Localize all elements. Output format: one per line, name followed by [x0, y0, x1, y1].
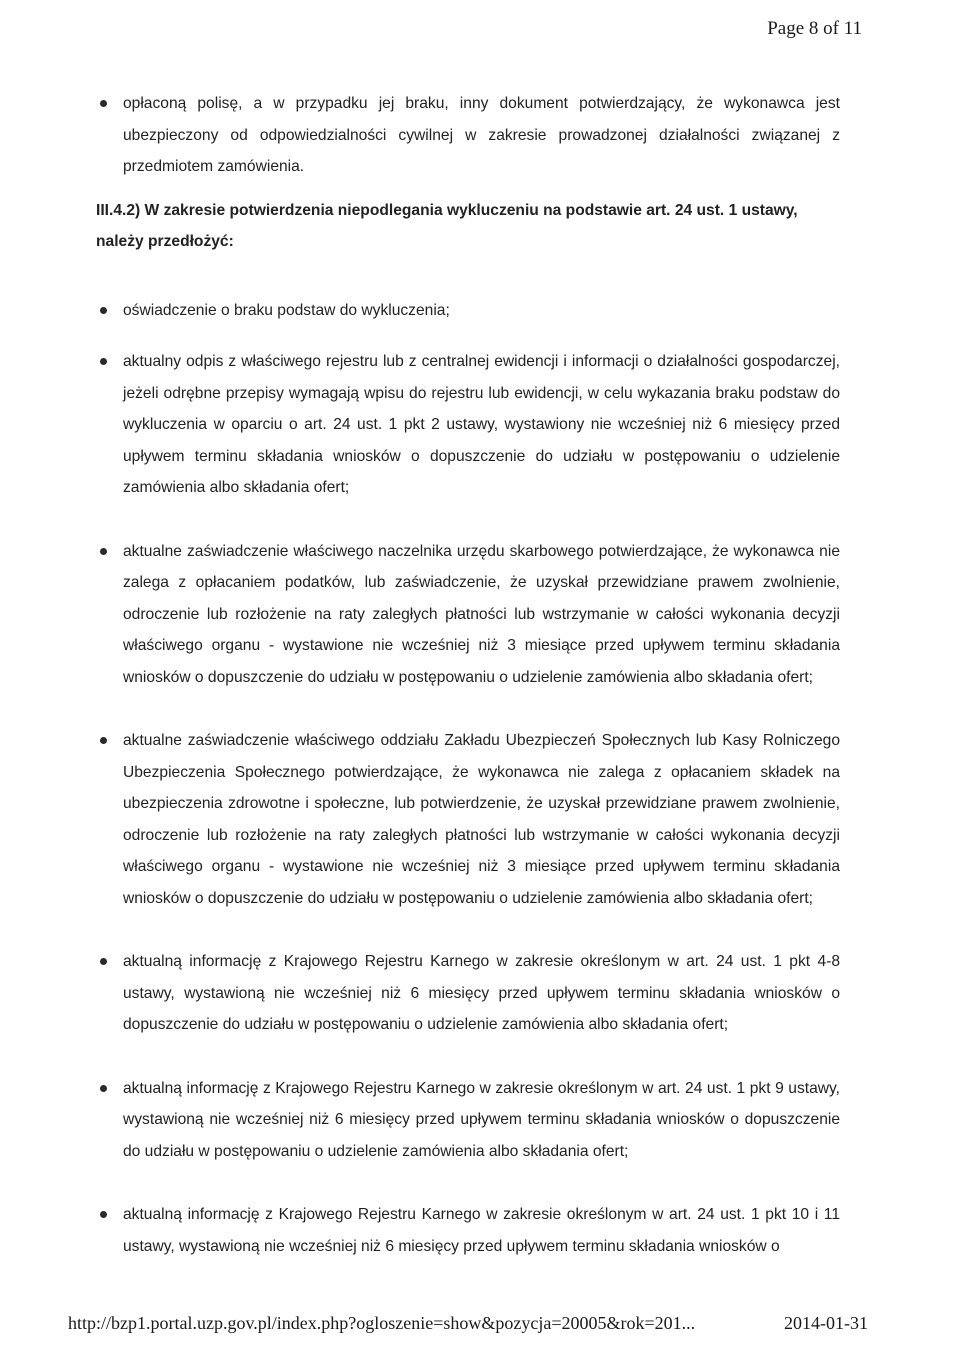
list-item-text: aktualną informację z Krajowego Rejestru Karnego w zakresie określonym w art. 24 ust. 1 pkt 4-8 ustawy, wystawioną nie wcześniej niż 6 miesięcy przed upływem terminu składania wniosków o dopuszczenie do udziału w postępowaniu o udzielenie zamówienia albo składania ofert;: [123, 953, 840, 1033]
section-heading: III.4.2) W zakresie potwierdzenia niepodlegania wykluczeniu na podstawie art. 24 ust. 1 ustawy, należy przedłożyć:: [96, 201, 798, 250]
bullet-icon: [100, 100, 107, 107]
list-item: [96, 725, 840, 914]
bullet-icon: [100, 737, 107, 744]
list-item-text: aktualne zaświadczenie właściwego oddziału Zakładu Ubezpieczeń Społecznych lub Kasy Rolniczego Ubezpieczenia Społecznego potwierdzające, że wykonawca nie zalega z opłacaniem składek na ubezpieczenia zdrowotne i społeczne, lub potwierdzenie, że uzyskał przewidziane prawem zwolnienie, odroczenie lub rozłożenie na raty zaległych płatności lub wstrzymanie w całości wykonania decyzji właściwego organu - wystawione nie wcześniej niż 3 miesiące przed upływem terminu składania wniosków o dopuszczenie do udziału w postępowaniu o udzielenie zamówienia albo składania ofert;: [123, 732, 840, 907]
list-item-text: oświadczenie o braku podstaw do wykluczenia;: [123, 301, 450, 319]
list-item-text: opłaconą polisę, a w przypadku jej braku, inny dokument potwierdzający, że wykonawca jest ubezpieczony od odpowiedzialności cywilnej w zakresie prowadzonej działalności związanej z przedmiotem zamówienia.: [123, 95, 840, 175]
bullet-icon: [100, 1085, 107, 1092]
requirements-list: [96, 295, 840, 1263]
list-item: [96, 1199, 840, 1262]
list-item: [96, 346, 840, 504]
list-item: [96, 88, 840, 183]
list-item: [96, 295, 840, 327]
list-item: [96, 1073, 840, 1168]
bullet-icon: [100, 358, 107, 365]
footer-url: http://bzp1.portal.uzp.gov.pl/index.php?ogloszenie=show&pozycja=20005&rok=201...: [68, 1313, 696, 1333]
list-item: [96, 946, 840, 1041]
bullet-icon: [100, 307, 107, 314]
list-item: [96, 536, 840, 694]
page-footer: [68, 1313, 868, 1334]
list-item-text: aktualny odpis z właściwego rejestru lub z centralnej ewidencji i informacji o działalności gospodarczej, jeżeli odrębne przepisy wymagają wpisu do rejestru lub ewidencji, w celu wykazania braku podstaw do wykluczenia w oparciu o art. 24 ust. 1 pkt 2 ustawy, wystawiony nie wcześniej niż 6 miesięcy przed upływem terminu składania wniosków o dopuszczenie do udziału w postępowaniu o udzielenie zamówienia albo składania ofert;: [123, 353, 840, 496]
bullet-icon: [100, 958, 107, 965]
bullet-icon: [100, 1211, 107, 1218]
page-number: Page 8 of 11: [767, 18, 862, 39]
footer-date: 2014-01-31: [784, 1313, 868, 1333]
document-body: [96, 88, 840, 1294]
intro-list: [96, 88, 840, 183]
list-item-text: aktualne zaświadczenie właściwego naczelnika urzędu skarbowego potwierdzające, że wykonawca nie zalega z opłacaniem podatków, lub zaświadczenie, że uzyskał przewidziane prawem zwolnienie, odroczenie lub rozłożenie na raty zaległych płatności lub wstrzymanie w całości wykonania decyzji właściwego organu - wystawione nie wcześniej niż 3 miesiące przed upływem terminu składania wniosków o dopuszczenie do udziału w postępowaniu o udzielenie zamówienia albo składania ofert;: [123, 542, 840, 686]
list-item-text: aktualną informację z Krajowego Rejestru Karnego w zakresie określonym w art. 24 ust. 1 pkt 10 i 11 ustawy, wystawioną nie wcześniej niż 6 miesięcy przed upływem terminu składania wniosków o: [123, 1206, 840, 1255]
list-item-text: aktualną informację z Krajowego Rejestru Karnego w zakresie określonym w art. 24 ust. 1 pkt 9 ustawy, wystawioną nie wcześniej niż 6 miesięcy przed upływem terminu składania wniosków o dopuszczenie do udziału w postępowaniu o udzielenie zamówienia albo składania ofert;: [123, 1079, 840, 1160]
bullet-icon: [100, 548, 107, 555]
